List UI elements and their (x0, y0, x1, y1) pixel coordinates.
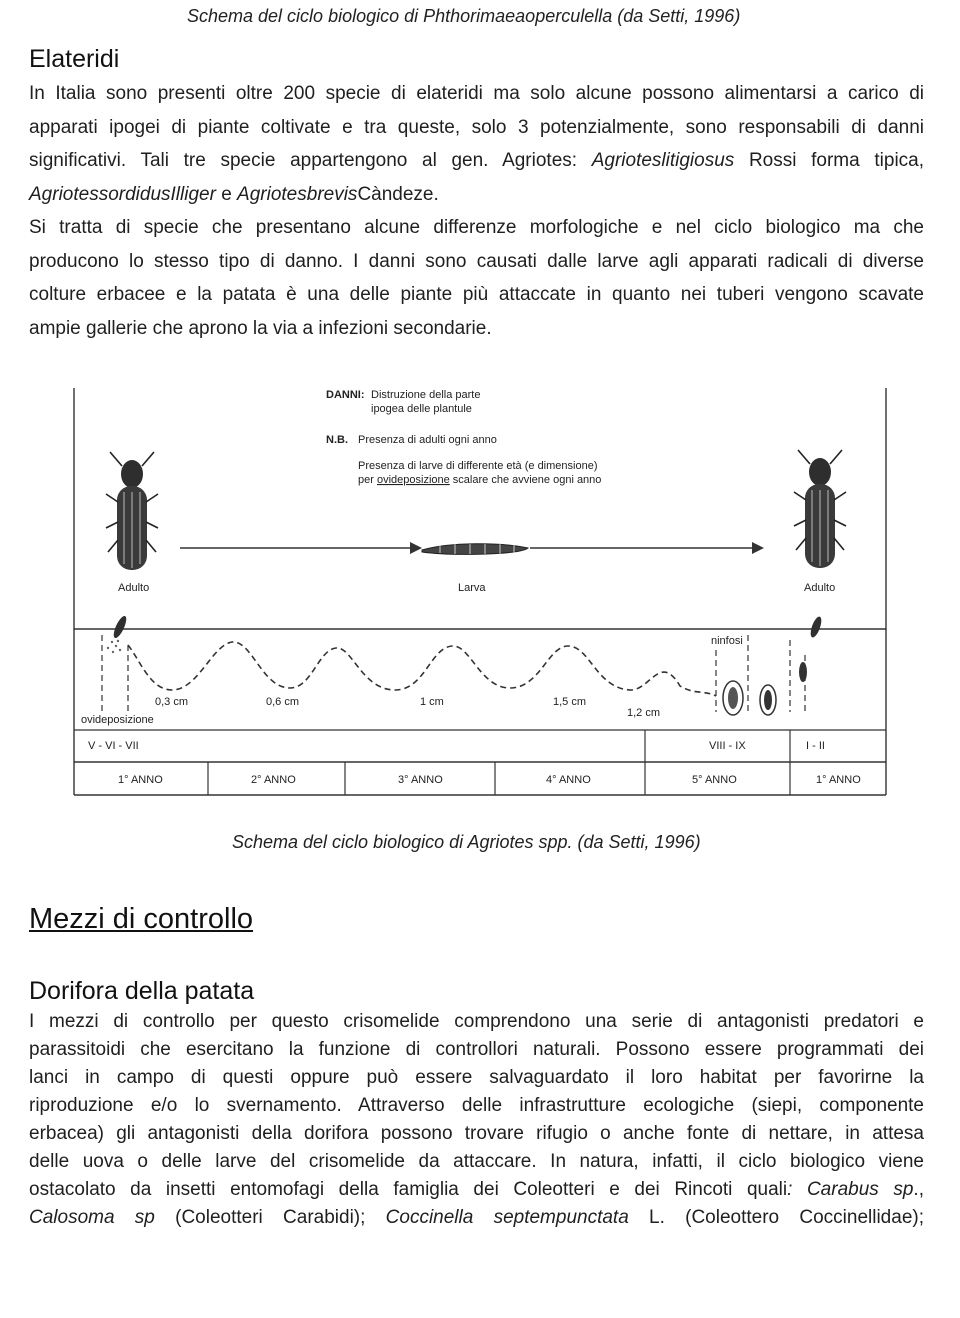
new-adult-in-cell-icon (760, 685, 776, 715)
eggs-icon (107, 640, 121, 653)
text-line: Calosoma sp (Coleotteri Carabidi); Coccinella septempunctata L. (Coleottero Coccinellidae); (29, 1207, 924, 1228)
dorifora-paragraph (29, 1008, 924, 1232)
text-line: In Italia sono presenti oltre 200 specie di elateridi ma solo alcune possono alimentarsi a carico di (29, 83, 924, 104)
adult-beetle-right-icon (794, 450, 846, 568)
figure-caption: Schema del ciclo biologico di Agriotes spp. (da Setti, 1996) (232, 832, 701, 852)
text-line: riproduzione e/o lo svernamento. Attraverso delle infrastrutture ecologiche (siepi, componente (29, 1095, 924, 1116)
species-name: Agriotesbrevis (237, 183, 358, 205)
species-name: : Carabus sp (787, 1179, 914, 1200)
size-label: 1 cm (420, 696, 444, 708)
month-label: VIII - IX (709, 740, 746, 752)
text-line: apparati ipogei di piante coltivate e tra queste, solo 3 potenzialmente, sono responsabili di danni (29, 116, 924, 138)
year-label: 1° ANNO (118, 774, 163, 786)
text-line: producono lo stesso tipo di danno. I danni sono causati dalle larve agli apparati radicali di diverse (29, 250, 924, 272)
text-line: AgriotessordidusIlliger e AgriotesbrevisCàndeze. (29, 183, 439, 205)
text-line: delle uova o delle larve del crisomelide da attaccare. In natura, infatti, il ciclo biologico viene (29, 1151, 924, 1172)
text-line: Si tratta di specie che presentano alcune differenze morfologiche e nel ciclo biologico ma che (29, 217, 924, 238)
emerging-adult-icon (808, 615, 823, 638)
top-caption: Schema del ciclo biologico di Phthorimaeaoperculella (da Setti, 1996) (187, 6, 741, 26)
danni-label: DANNI: (326, 389, 365, 401)
species-name: Calosoma sp (29, 1207, 155, 1228)
text-line: I mezzi di controllo per questo crisomelide comprendono una serie di antagonisti predatori e (29, 1011, 924, 1032)
ovideposizione-label: ovideposizione (81, 714, 154, 726)
year-label: 1° ANNO (816, 774, 861, 786)
ovipositing-beetle-icon (111, 614, 128, 639)
larva-icon (422, 544, 528, 555)
month-label: I - II (806, 740, 825, 752)
text-line: ostacolato da insetti entomofagi della famiglia dei Coleotteri e dei Rincoti quali: Carabus sp., (29, 1179, 924, 1200)
text-line: lanci in campo di questi oppure può essere salvaguardato il loro habitat per favorirne la (29, 1067, 924, 1088)
rising-adult-icon (799, 662, 807, 682)
ninfosi-label: ninfosi (711, 635, 743, 647)
larva-depth-path (128, 642, 716, 696)
section-heading-mezzi-di-controllo: Mezzi di controllo (29, 903, 254, 935)
size-label: 1,5 cm (553, 696, 587, 708)
species-name: Agrioteslitigiosus (591, 150, 735, 172)
year-label: 4° ANNO (546, 774, 591, 786)
stage-label: Larva (458, 582, 486, 594)
text-line: ampie gallerie che aprono la via a infezioni secondarie. (29, 317, 492, 339)
size-label: 0,6 cm (266, 696, 300, 708)
year-label: 5° ANNO (692, 774, 737, 786)
danni-text-2: ipogea delle plantule (371, 403, 472, 415)
subsection-heading-dorifora: Dorifora della patata (29, 977, 255, 1005)
month-label: V - VI - VII (88, 740, 139, 752)
species-name: Coccinella septempunctata (385, 1207, 629, 1228)
species-name: AgriotessordidusIlliger (29, 183, 216, 205)
pupa-icon (723, 681, 743, 715)
larve-text-1: Presenza di larve di differente età (e dimensione) (358, 460, 598, 472)
dashed-guides (102, 635, 805, 712)
text-line: parassitoidi che esercitano la funzione di controllori naturali. Possono essere programmati dei (29, 1039, 924, 1060)
text-line: erbacea) gli antagonisti della dorifora possono trovare rifugio o anche fonte di nettare, in attesa (29, 1123, 924, 1144)
text-line: colture erbacee e la patata è una delle piante più attaccate in quanto nei tuberi vengono scavate (29, 284, 924, 306)
stage-label: Adulto (118, 582, 150, 594)
larve-text-2: per ovideposizione scalare che avviene ogni anno (358, 474, 602, 486)
nb-label: N.B. (326, 434, 348, 446)
nb-text: Presenza di adulti ogni anno (358, 434, 497, 446)
stage-label: Adulto (804, 582, 836, 594)
size-label: 1,2 cm (627, 707, 661, 719)
arrow-head-1 (410, 542, 422, 554)
arrow-head-2 (752, 542, 764, 554)
size-label: 0,3 cm (155, 696, 189, 708)
danni-text-1: Distruzione della parte (371, 389, 481, 401)
section-heading-elateridi: Elateridi (29, 45, 120, 73)
text-line: significativi. Tali tre specie appartengono al gen. Agriotes: Agrioteslitigiosus Rossi forma tipica, (29, 150, 925, 172)
adult-beetle-left-icon (106, 452, 158, 570)
year-label: 3° ANNO (398, 774, 443, 786)
year-label: 2° ANNO (251, 774, 296, 786)
